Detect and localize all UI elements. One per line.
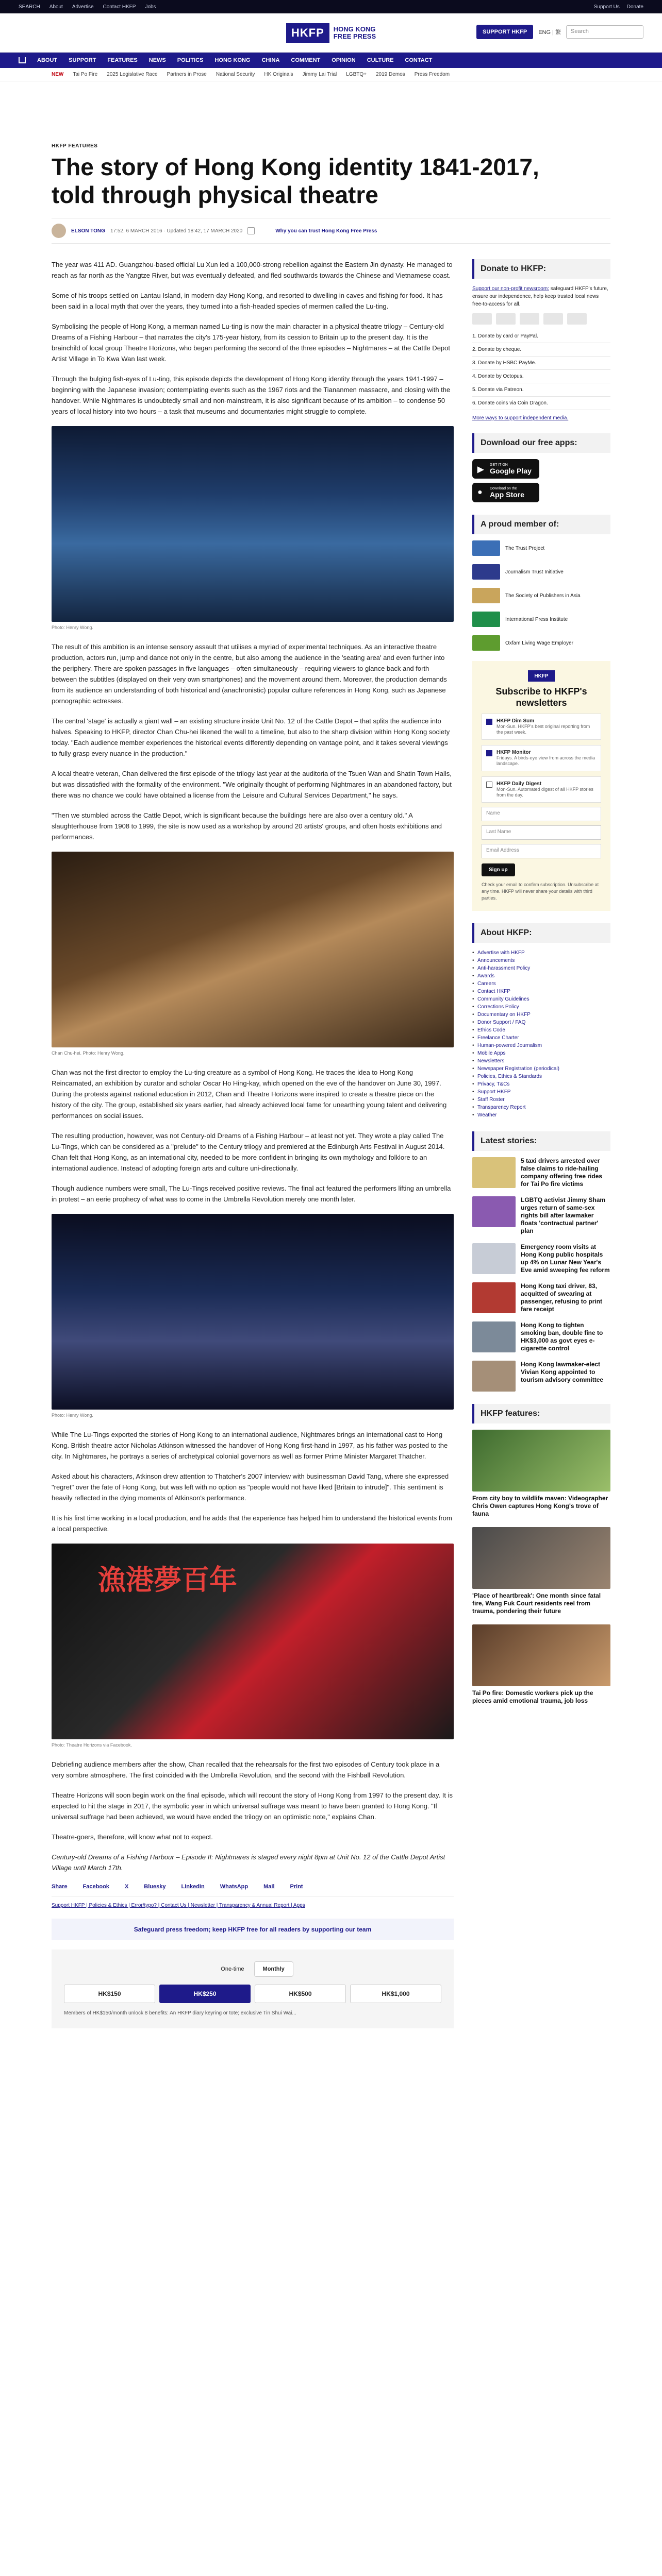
share-facebook[interactable]: Facebook [82, 1884, 109, 1890]
donate-heading: Donate to HKFP: [472, 259, 610, 279]
nav-item-china[interactable]: CHINA [261, 57, 280, 63]
about-link[interactable]: • Staff Roster [472, 1096, 610, 1104]
feature-story[interactable] [472, 1430, 610, 1518]
share-icon[interactable] [247, 227, 255, 234]
story-thumbnail [472, 1157, 516, 1188]
donation-benefits-note: Members of HK$150/month unlock 8 benefits: An HKFP diary keyring or tote; exclusive Tin Shui Wai... [64, 2010, 296, 2016]
member-org[interactable] [472, 635, 610, 651]
feature-thumbnail [472, 1430, 610, 1492]
article-paragraph: While The Lu-Tings exported the stories of Hong Kong to an international audience, Nightmares brings an international cast to Hong Kong. British theatre actor Nicholas Atkinson witnessed the handover of Hong Kong first-hand in 1997, as his father was posted to the city. In Nightmares, he portrays a series of archetypical colonial governors as well as former Prime Minister Margaret Thatcher. [52, 1431, 448, 1460]
share-mail[interactable]: Mail [263, 1884, 275, 1890]
article-paragraph: Through the bulging fish-eyes of Lu-ting, this episode depicts the development of Hong Kong identity through the years 1941-1997 – beginning with the Japanese invasion; contemplating events such as the 1967 riots and the Tiananmen massacre, and closing with the handover. While Nightmares is undoubtedly small and non-mainstream, it is also significant because of its ambition – to condense 50 years of local history into two hours – a task that museums and documentaries might struggle to complete. [52, 375, 451, 415]
article-paragraph: Some of his troops settled on Lantau Island, in modern-day Hong Kong, and resorted to dwelling in caves and fishing for food. It has been said in a local myth that over the years, they turned into a fish-headed species of mermen called the Lu-ting. [52, 292, 443, 310]
features-heading: HKFP features: [472, 1404, 610, 1423]
poster-title: 漁港夢百年 [98, 1563, 237, 1596]
article-paragraph: The resulting production, however, was not Century-old Dreams of a Fishing Harbour – at least not yet. They wrote a play called The Lu-Tings, which can be considered as a "prelude" to the Century trilogy and premiered at the Edinburgh Arts Festival in August 2014. Chan felt that Hong Kong, as an international city, needed to be more confident in bringing its own mythology and folklore to an international audience. Instead of adopting foreign arts and culture uni-directionally. [52, 1132, 445, 1172]
article-paragraph [52, 1852, 454, 1873]
about-link[interactable]: • Careers [472, 980, 610, 988]
story-thumbnail [472, 1282, 516, 1313]
last-name-field[interactable]: Last Name [482, 825, 601, 840]
nav-item-politics[interactable]: POLITICS [177, 57, 204, 63]
photo-caption: Photo: Henry Wong. [52, 1413, 93, 1418]
story-headline: Hong Kong to tighten smoking ban, double fine to HK$3,000 as govt eyes e-cigarette control [521, 1321, 603, 1352]
logo-line-1: HONG KONG [333, 25, 376, 33]
one-time-tab[interactable]: One-time [221, 1966, 244, 1972]
checkbox-checked-icon[interactable] [486, 750, 492, 756]
app-store-button[interactable] [472, 483, 539, 502]
donate-method[interactable]: 4. Donate by Octopus. [472, 370, 610, 383]
about-link[interactable]: • Ethics Code [472, 1026, 610, 1034]
first-name-field[interactable]: Name [482, 807, 601, 821]
paypal-icon [496, 313, 516, 325]
newsletter-name: HKFP Dim Sum [496, 718, 535, 724]
google-play-button[interactable] [472, 459, 539, 479]
author-avatar [52, 224, 66, 238]
share-print[interactable]: Print [290, 1884, 303, 1890]
newsletter-desc: Mon-Sun. HKFP's best original reporting from the past week. [496, 724, 590, 735]
donate-intro-text: safeguard HKFP's future, ensure our independence, help keep trusted local news free-to-access for all. [472, 286, 608, 307]
donate-method[interactable]: 3. Donate by HSBC PayMe. [472, 357, 610, 370]
monthly-tab[interactable]: Monthly [255, 1962, 293, 1976]
article-paragraph: "Then we stumbled across the Cattle Depot, which is significant because the buildings here are also over a century old." A slaughterhouse from 1908 to 1999, the site is now used as a workshop by around 20 artists' groups, and often hosts exhibitions and performances. [52, 811, 442, 841]
amount-option[interactable]: HK$150 [64, 1985, 155, 2003]
top-link-about[interactable]: About [49, 4, 63, 10]
donation-widget [52, 1950, 454, 2028]
newsletter-desc: Mon-Sun. Automated digest of all HKFP stories from the day. [496, 787, 593, 798]
about-link[interactable]: • Community Guidelines [472, 995, 610, 1003]
nav-item-contact[interactable]: CONTACT [405, 57, 433, 63]
about-link[interactable]: • Weather [472, 1111, 610, 1119]
trending-link[interactable]: LGBTQ+ [346, 72, 367, 77]
trending-link[interactable]: Tai Po Fire [73, 72, 98, 77]
article-title: The story of Hong Kong identity 1841-2017, told through physical theatre [52, 154, 539, 208]
sopa-logo [472, 588, 500, 603]
nav-item-news[interactable]: NEWS [148, 57, 166, 63]
search-input[interactable]: Search [566, 25, 643, 39]
member-name: Oxfam Living Wage Employer [505, 640, 573, 646]
story-thumbnail [472, 1243, 516, 1274]
story-thumbnail [472, 1196, 516, 1227]
article-header [0, 81, 662, 244]
about-link[interactable]: • Donor Support / FAQ [472, 1019, 610, 1026]
about-link[interactable]: • Human-powered Journalism [472, 1042, 610, 1049]
nav-item-features[interactable]: FEATURES [107, 57, 138, 63]
story-thumbnail [472, 1361, 516, 1392]
google-play-small: GET IT ON [490, 463, 508, 467]
feature-story[interactable] [472, 1527, 610, 1615]
apps-heading: Download our free apps: [472, 433, 610, 453]
oxfam-logo [472, 635, 500, 651]
logo-wordmark [334, 26, 376, 40]
byline [52, 218, 610, 244]
story-thumbnail [472, 1321, 516, 1352]
share-linkedin[interactable]: LinkedIn [181, 1884, 205, 1890]
article-paragraph: Theatre-goers, therefore, will know what not to expect. [52, 1833, 213, 1841]
top-link-donate[interactable]: Donate [626, 4, 643, 10]
home-icon[interactable] [19, 57, 26, 63]
member-name: Journalism Trust Initiative [505, 569, 564, 575]
donate-methods [472, 330, 610, 410]
logo-line-2: FREE PRESS [333, 32, 376, 40]
about-link[interactable]: • Support HKFP [472, 1088, 610, 1096]
donate-intro-link[interactable]: Support our non-profit newsroom: [472, 286, 549, 292]
donate-intro [472, 285, 610, 308]
story-headline: Emergency room visits at Hong Kong public hospitals up 4% on Lunar New Year's Eve amid sweeping fee reform [521, 1243, 610, 1274]
trending-link[interactable]: HK Originals [264, 72, 293, 77]
trending-bar [0, 68, 662, 81]
nav-item-about[interactable]: ABOUT [37, 57, 58, 63]
share-bluesky[interactable]: Bluesky [144, 1884, 166, 1890]
amount-option[interactable]: HK$1,000 [350, 1985, 441, 2003]
poster-photo [52, 1544, 454, 1739]
about-link[interactable]: • Awards [472, 972, 610, 980]
checkbox-icon[interactable] [486, 782, 492, 788]
share-whatsapp[interactable]: WhatsApp [220, 1884, 249, 1890]
share-label: Share [52, 1884, 68, 1890]
about-links [472, 949, 610, 1119]
member-org[interactable] [472, 612, 610, 627]
patreon-icon [567, 313, 587, 325]
checkbox-checked-icon[interactable] [486, 719, 492, 725]
sign-up-button[interactable]: Sign up [482, 863, 515, 876]
about-link[interactable]: • Anti-harassment Policy [472, 964, 610, 972]
about-link[interactable]: • Contact HKFP [472, 988, 610, 995]
payment-logos [472, 313, 610, 325]
article-dateline: 17:52, 6 MARCH 2016 · Updated 18:42, 17 MARCH 2020 [110, 228, 243, 234]
member-org[interactable] [472, 540, 610, 556]
top-utility-bar [0, 0, 662, 13]
member-name: The Trust Project [505, 545, 545, 551]
about-link[interactable]: • Advertise with HKFP [472, 949, 610, 957]
about-link[interactable]: • Transparency Report [472, 1104, 610, 1111]
about-link[interactable]: • Corrections Policy [472, 1003, 610, 1011]
article-paragraph: The central 'stage' is actually a giant wall – an existing structure inside Unit No. 12 of the Cattle Depot – that splits the audience into halves. Speaking to HKFP, director Chan Chu-hei likened the wall to a timeline, but also to the sharp division within Hong Kong society today. "Each audience member experiences the historical events differently depending on vantage point, and it takes several viewings to fully grasp every nuance in the production." [52, 717, 450, 757]
photo-caption: Photo: Henry Wong. [52, 625, 93, 630]
donate-method[interactable]: 2. Donate by cheque. [472, 343, 610, 357]
top-link-contact[interactable]: Contact HKFP [103, 4, 136, 10]
top-link-support[interactable]: Support Us [593, 4, 620, 10]
latest-story[interactable] [472, 1243, 610, 1274]
newsletter-desc: Fridays. A birds-eye view from across the media landscape. [496, 755, 595, 766]
latest-story[interactable] [472, 1321, 610, 1352]
stage-photo [52, 426, 454, 622]
performance-photo [52, 1214, 454, 1410]
trust-project-logo [472, 540, 500, 556]
trending-link[interactable]: Partners in Prose [167, 72, 207, 77]
member-name: International Press Institute [505, 616, 568, 622]
more-support-link[interactable]: More ways to support independent media. [472, 415, 569, 421]
author-name[interactable]: ELSON TONG [71, 228, 105, 234]
top-link-jobs[interactable]: Jobs [145, 4, 156, 10]
about-link[interactable]: • Documentary on HKFP [472, 1011, 610, 1019]
support-hkfp-button[interactable]: SUPPORT HKFP [476, 25, 533, 39]
newsletter-note: Check your email to confirm subscription. Unsubscribe at any time. HKFP will never share your details with third parties. [482, 882, 599, 901]
newsletter-option[interactable] [482, 776, 601, 803]
feature-headline: 'Place of heartbreak': One month since fatal fire, Wang Fuk Court residents reel from trauma, pondering their future [472, 1592, 601, 1615]
trending-link[interactable]: National Security [216, 72, 255, 77]
newsletter-logo: HKFP [528, 670, 555, 682]
about-link[interactable]: • Freelance Charter [472, 1034, 610, 1042]
amount-option[interactable]: HK$500 [255, 1985, 346, 2003]
octopus-icon [543, 313, 563, 325]
email-field[interactable]: Email Address [482, 844, 601, 858]
article-paragraph: A local theatre veteran, Chan delivered the first episode of the trilogy last year at the auditoria of the Tsuen Wan and Shatin Town Halls, but was dissatisfied with the formality of the environment. "We originally thought of performing Nightmares in an abandoned factory, but there was no chance we could have obtained a license from the Leisure and Cultural Services Department," he says. [52, 770, 452, 799]
feature-thumbnail [472, 1527, 610, 1589]
site-logo[interactable] [286, 23, 376, 43]
language-switch[interactable]: ENG | 繁 [538, 29, 561, 36]
article-footer-links[interactable]: Support HKFP | Policies & Ethics | Error/typo? | Contact Us | Newsletter | Transparency & Annual Report | Apps [52, 1903, 305, 1908]
about-heading: About HKFP: [472, 923, 610, 943]
about-link[interactable]: • Policies, Ethics & Standards [472, 1073, 610, 1080]
top-link-advertise[interactable]: Advertise [72, 4, 94, 10]
jti-logo [472, 564, 500, 580]
apple-icon: ● [477, 488, 483, 497]
amount-option-selected[interactable]: HK$250 [159, 1985, 251, 2003]
logo-mark: HKFP [286, 23, 329, 43]
latest-heading: Latest stories: [472, 1131, 610, 1151]
feature-thumbnail [472, 1624, 610, 1686]
article-paragraph: Chan was not the first director to employ the Lu-ting creature as a symbol of Hong Kong. He traces the idea to Hong Kong Reincarnated, an exhibition by curator and scholar Oscar Ho Hing-kay, which opened on the eve of the handover on June 30, 1997. During the protests against national education in 2012, Chan and Theatre Horizons were inspired to create a theatre piece on the history of the city. The group, established six years earlier, had already achieved local fame for unearthing young talent and delivering performances on social issues. [52, 1069, 447, 1120]
about-link[interactable]: • Privacy, T&Cs [472, 1080, 610, 1088]
article-paragraph: The result of this ambition is an intense sensory assault that utilises a myriad of experimental techniques. As an interactive theatre production, actors run, jump and dance not only in the centre, but also among the audience in the 'seating area' and even further into the periphery. There are spoken passages in five languages – often simultaneously – requiring viewers to glance back and forth between the subtitles (displayed on their very own smartphones) and the movement around them. Moreover, the production demands from its audience an understanding of both historical and (anachronistic) popular culture references in Hong Kong, such as Japanese pornographic actresses. [52, 643, 447, 705]
article-paragraph: Theatre Horizons will soon begin work on the final episode, which will recount the story of Hong Kong from 1997 to the present day. It is expected to hit the stage in 2017, the symbolic year in which universal suffrage was meant to have been granted to Hong Kong. "If universal suffrage had been achieved, we would have ended the trilogy on an optimistic note," explains Chan. [52, 1791, 453, 1821]
story-headline: 5 taxi drivers arrested over false claims to ride-hailing company offering free rides for Tai Po fire victims [521, 1157, 603, 1188]
latest-story[interactable] [472, 1282, 610, 1313]
donate-method[interactable]: 5. Donate via Patreon. [472, 383, 610, 397]
about-link[interactable]: • Announcements [472, 957, 610, 964]
trending-link[interactable]: Press Freedom [414, 72, 450, 77]
google-play-label: Google Play [490, 466, 532, 475]
story-headline: LGBTQ activist Jimmy Sham urges return of same-sex rights bill after lawmaker floats 'contractual partner' plan [521, 1196, 606, 1234]
feature-story[interactable] [472, 1624, 610, 1705]
nav-item-support[interactable]: SUPPORT [69, 57, 96, 63]
article-paragraph: The year was 411 AD. Guangzhou-based official Lu Xun led a 100,000-strong rebellion against the Eastern Jin dynasty. He managed to reach as far north as the Yangtze River, but was eventually defeated, and fled southwards towards the Chinese and Vietnamese coast. [52, 261, 453, 279]
event-details: Century-old Dreams of a Fishing Harbour – Episode II: Nightmares is staged every night 8pm at Unit No. 12 of the Cattle Depot Artist Village until March 17th. [52, 1853, 445, 1872]
new-badge: NEW [52, 72, 64, 77]
article-paragraph: Though audience numbers were small, The Lu-Tings received positive reviews. The final act featured the performers lifting an umbrella in protest – an eerie prophecy of what was to come in the Umbrella Revolution merely one month later. [52, 1184, 451, 1203]
nav-item-hong-kong[interactable]: HONG KONG [214, 57, 251, 63]
top-link-search[interactable]: SEARCH [19, 4, 40, 10]
trending-link[interactable]: Jimmy Lai Trial [302, 72, 337, 77]
ipi-logo [472, 612, 500, 627]
photo-caption: Chan Chu-hei. Photo: Henry Wong. [52, 1050, 125, 1056]
newsletter-name: HKFP Daily Digest [496, 781, 542, 787]
member-org[interactable] [472, 588, 610, 603]
newsletter-title: Subscribe to HKFP's newsletters [495, 686, 587, 708]
donate-method[interactable]: 1. Donate by card or PayPal. [472, 330, 610, 343]
latest-story[interactable] [472, 1361, 610, 1392]
director-photo [52, 852, 454, 1047]
app-store-label: App Store [490, 490, 524, 499]
nav-item-opinion[interactable]: OPINION [332, 57, 356, 63]
feature-headline: Tai Po fire: Domestic workers pick up the pieces amid emotional trauma, job loss [472, 1689, 593, 1704]
member-org[interactable] [472, 564, 610, 580]
about-link[interactable]: • Newsletters [472, 1057, 610, 1065]
share-bar [52, 1884, 454, 1896]
donate-method[interactable]: 6. Donate coins via Coin Dragon. [472, 397, 610, 410]
article-paragraph: Asked about his characters, Atkinson drew attention to Thatcher's 2007 interview with businessman David Tang, where she expressed "regret" over the fate of Hong Kong, but was left with no option as "people would not have liked [Britain to intrude]". This sentiment is heavily reflected in the dying moments of Atkinson's performance. [52, 1472, 449, 1502]
trending-link[interactable]: 2025 Legislative Race [107, 72, 158, 77]
donation-frequency-toggle [64, 1962, 441, 1976]
share-x[interactable]: X [124, 1884, 129, 1890]
trending-link[interactable]: 2019 Demos [375, 72, 405, 77]
newsletter-signup [472, 661, 610, 911]
article-kicker[interactable]: HKFP FEATURES [52, 143, 98, 149]
member-name: The Society of Publishers in Asia [505, 592, 581, 599]
article-paragraph: It is his first time working in a local production, and he adds that the experience has helped him to understand the historical events from a local perspective. [52, 1514, 452, 1533]
story-headline: Hong Kong lawmaker-elect Vivian Kong appointed to tourism advisory committee [521, 1361, 604, 1383]
support-banner[interactable]: Safeguard press freedom; keep HKFP free for all readers by supporting our team [52, 1919, 454, 1940]
newsletter-option[interactable] [482, 745, 601, 771]
photo-caption: Photo: Theatre Horizons via Facebook. [52, 1742, 132, 1748]
feature-headline: From city boy to wildlife maven: Videographer Chris Owen captures Hong Kong's trove of fauna [472, 1495, 608, 1517]
trust-link[interactable]: Why you can trust Hong Kong Free Press [275, 228, 377, 234]
masthead [0, 13, 662, 53]
donation-amounts [64, 1985, 441, 2003]
sidebar [472, 259, 610, 2028]
about-link[interactable]: • Newspaper Registration (periodical) [472, 1065, 610, 1073]
article-body [52, 259, 454, 2028]
nav-item-culture[interactable]: CULTURE [367, 57, 394, 63]
newsletter-option[interactable] [482, 714, 601, 740]
article-paragraph: Debriefing audience members after the show, Chan recalled that the rehearsals for the first two episodes of Century took place in a very sombre atmosphere. The first coincided with the Umbrella Revolution, and the second with the Fishball Revolution. [52, 1760, 440, 1779]
latest-story[interactable] [472, 1196, 610, 1235]
newsletter-name: HKFP Monitor [496, 750, 531, 755]
play-icon: ▶ [477, 465, 484, 474]
member-heading: A proud member of: [472, 515, 610, 534]
nav-item-comment[interactable]: COMMENT [291, 57, 321, 63]
app-store-small: Download on the [490, 486, 517, 490]
story-headline: Hong Kong taxi driver, 83, acquitted of swearing at passenger, refusing to print fare receipt [521, 1282, 603, 1313]
card-icon [472, 313, 492, 325]
about-link[interactable]: • Mobile Apps [472, 1049, 610, 1057]
main-nav [0, 53, 662, 68]
latest-story[interactable] [472, 1157, 610, 1188]
payme-icon [520, 313, 539, 325]
article-paragraph: Symbolising the people of Hong Kong, a merman named Lu-ting is now the main character in a physical theatre trilogy – Century-old Dreams of a Fishing Harbour – that narrates the city's 175-year history, from its cession to Britain up to the present day. It is the brainchild of local group Theatre Horizons, who began performing the second of the three episodes – Nightmares – at the Cattle Depot Artist Village in To Kwa Wan last week. [52, 323, 450, 363]
